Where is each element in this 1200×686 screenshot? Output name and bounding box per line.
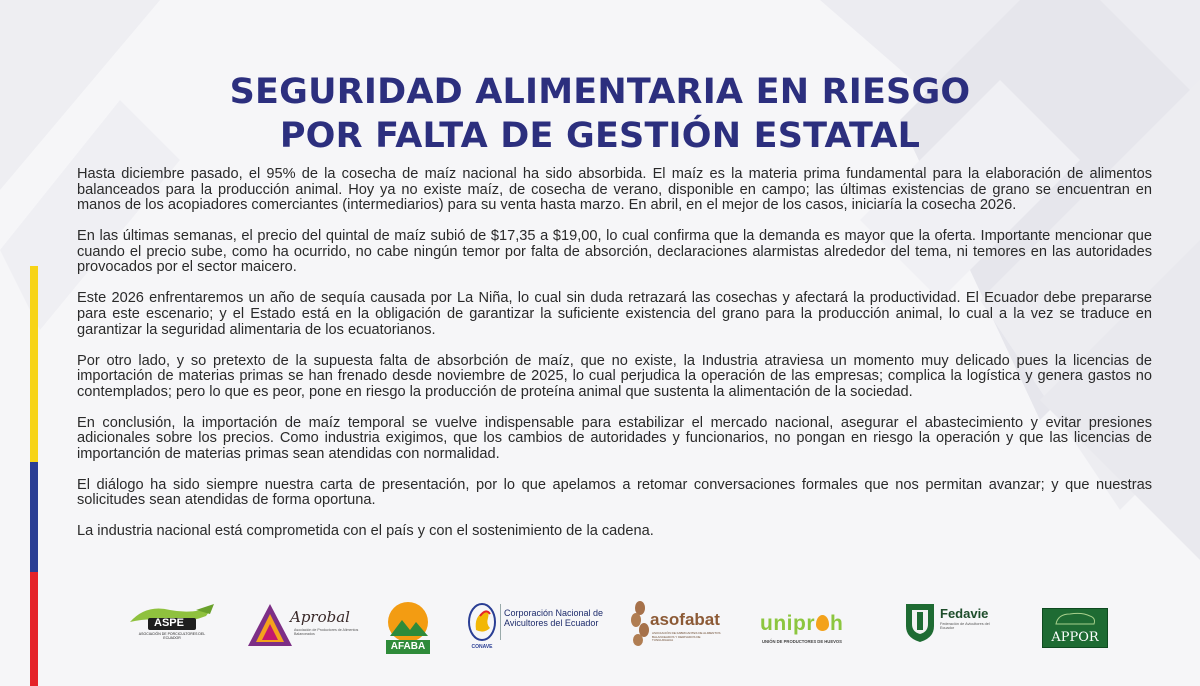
logo-afaba-name: AFABA — [390, 641, 426, 652]
logo-conave-short: CONAVE — [471, 644, 493, 650]
logo-asofabat-sub: ASOCIACIÓN DE FABRICANTES DE ALIMENTOS BALANCEADOS Y DERIVADOS DE TUNGURAHUA — [652, 631, 721, 643]
paragraph-7: La industria nacional está comprometida con el país y con el sostenimiento de la cadena. — [77, 523, 654, 540]
paragraph-6: El diálogo ha sido siempre nuestra carta de presentación, por lo que apelamos a retomar conversaciones formales que nos permitan avanzar; y que nuestras solicitudes sean atendidas de forma oportuna. — [77, 476, 1152, 509]
paragraph-5: En conclusión, la importación de maíz temporal se vuelve indispensable para estabilizar el mercado nacional, asegurar el abastecimiento y evitar presiones adicionales sobre los precios. Como industria exigimos, que los cambios de autoridades y funcionarios, no pongan en riesgo la operación y que las licencias de importanción de materias primas sean atendidas con normalidad. — [77, 414, 1152, 462]
page-title — [0, 70, 1200, 158]
logo-fedavie-name: Fedavie — [940, 606, 989, 621]
logo-fedavie-sub: Federación de Avicultores del Ecuador — [940, 622, 990, 631]
logo-appor — [1042, 600, 1108, 656]
logo-aprobal-name: Aprobal — [290, 608, 350, 626]
paragraph-1: Hasta diciembre pasado, el 95% de la cosecha de maíz nacional ha sido absorbida. El maíz es la materia prima fundamental para la elaboración de alimentos balanceados para la producción animal. Hoy ya no existe maíz, de cosecha de verano, disponible en campo; las últimas existencias de grano se encuentran en manos de los acopiadores comerciantes (intermediarios) para su venta hasta marzo. En abril, en el mejor de los casos, iniciaría la cosecha 2026. — [77, 166, 1152, 214]
logo-aspe-sub: ASOCIACIÓN DE PORCICULTORES DEL ECUADOR — [138, 632, 206, 640]
logo-conave-name: Corporación Nacional de Avicultores del Ecuador — [504, 608, 604, 628]
logo-asofabat-name: asofabat — [650, 610, 720, 629]
logo-afaba — [384, 600, 432, 656]
title-line-2: POR FALTA DE GESTIÓN ESTATAL — [279, 116, 921, 156]
paragraph-2: En las últimas semanas, el precio del quintal de maíz subió de $17,35 a $19,00, lo cual confirma que la demanda es mayor que la oferta. Importante mencionar que cuando el precio sube, como ha ocurrido, no cabe ningún temor por falta de absorción, declaraciones alarmistas alrededor del tema, ni temores en las autoridades provocados por el sector maicero. — [77, 228, 1152, 276]
paragraph-3: Este 2026 enfrentaremos un año de sequía causada por La Niña, lo cual sin duda retrazará las cosechas y afectará la productividad. El Ecuador debe prepararse para este escenario; y el Estado está en la obligación de garantizar la suficiente existencia del grano para la producción animal, lo cual a la vez se traduce en garantizar la seguridad alimentaria de los ecuatorianos. — [77, 290, 1152, 338]
partner-logos — [120, 600, 1120, 660]
statement-body — [77, 167, 1152, 555]
logo-asofabat — [628, 600, 724, 656]
logo-appor-name: APPOR — [1051, 630, 1099, 645]
paragraph-4: Por otro lado, y so pretexto de la supuesta falta de absorbción de maíz, que no existe, la Industria atraviesa un momento muy delicado pues la licencias de importación de materias primas se han frenado desde noviembre de 2025, lo cual perjudica la operación de las empresas; complica la logística y genera gastos no contemplados; pero lo que es peor, pone en riesgo la producción de proteína animal que sustenta la alimentación de la sociedad. — [77, 352, 1152, 400]
logo-uniproh-name-b: h — [830, 612, 844, 635]
logo-aspe — [126, 600, 218, 656]
logo-aprobal — [246, 600, 362, 656]
logo-uniproh-name-a: unipr — [760, 612, 815, 635]
title-line-1: SEGURIDAD ALIMENTARIA EN RIESGO — [229, 72, 971, 112]
logo-conave — [466, 600, 606, 656]
flag-stripe-red — [30, 572, 38, 686]
flag-stripe-yellow — [30, 266, 38, 462]
logo-uniproh — [760, 600, 860, 656]
logo-aspe-name: ASPE — [154, 617, 184, 629]
egg-icon — [816, 615, 829, 631]
flag-stripe-blue — [30, 462, 38, 572]
logo-aprobal-sub: Asociación de Productores de Alimentos Balanceados — [294, 628, 359, 637]
logo-uniproh-sub: UNIÓN DE PRODUCTORES DE HUEVOS — [762, 639, 842, 644]
logo-fedavie — [904, 600, 1004, 656]
